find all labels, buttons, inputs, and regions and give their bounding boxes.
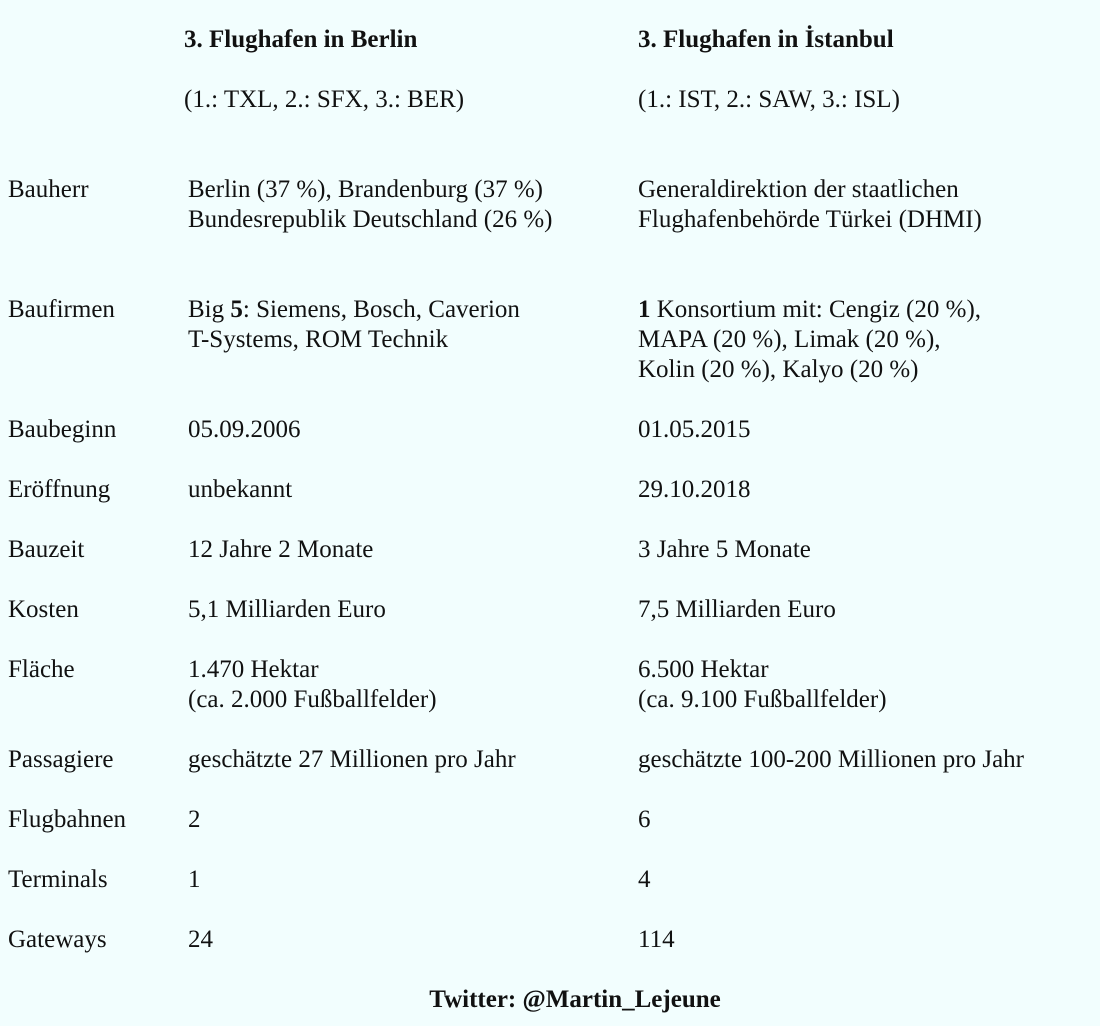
cell-line: Generaldirektion der staatlichen [638, 176, 959, 203]
berlin-cell: 24 [188, 926, 213, 953]
istanbul-cell: 3 Jahre 5 Monate [638, 536, 811, 563]
istanbul-cell: 29.10.2018 [638, 476, 751, 503]
row-label: Flugbahnen [8, 806, 127, 833]
cell-line: Kolin (20 %), Kalyo (20 %) [638, 356, 919, 383]
row-label: Passagiere [8, 746, 114, 773]
berlin-cell [188, 655, 628, 715]
cell-line: T-Systems, ROM Technik [188, 326, 449, 353]
row-label: Bauzeit [8, 536, 85, 563]
cell-line: Flughafenbehörde Türkei (DHMI) [638, 206, 982, 233]
berlin-cell: 2 [188, 806, 201, 833]
cell-line [188, 295, 628, 325]
cell-line: (ca. 9.100 Fußballfelder) [638, 686, 887, 713]
row-label: Fläche [8, 656, 75, 683]
cell-line: MAPA (20 %), Limak (20 %), [638, 326, 941, 353]
berlin-cell [188, 175, 628, 235]
row-label: Gateways [8, 926, 107, 953]
istanbul-cell: 6 [638, 806, 651, 833]
col-b-subtitle: (1.: IST, 2.: SAW, 3.: ISL) [638, 86, 900, 113]
istanbul-cell [638, 175, 1098, 235]
berlin-cell: unbekannt [188, 476, 293, 503]
row-label: Bauherr [8, 176, 89, 203]
emphasis-number: 1 [638, 296, 651, 323]
row-label: Baufirmen [8, 296, 115, 323]
berlin-cell: 05.09.2006 [188, 416, 301, 443]
cell-text: Big [188, 296, 231, 323]
row-label: Terminals [8, 866, 108, 893]
cell-line: Berlin (37 %), Brandenburg (37 %) [188, 176, 544, 203]
istanbul-cell [638, 655, 1098, 715]
istanbul-cell [638, 295, 1098, 385]
cell-line: 6.500 Hektar [638, 656, 769, 683]
col-a-title: 3. Flughafen in Berlin [184, 26, 418, 53]
berlin-cell: geschätzte 27 Millionen pro Jahr [188, 746, 516, 773]
istanbul-cell: geschätzte 100-200 Millionen pro Jahr [638, 746, 1025, 773]
cell-line [638, 295, 1098, 325]
emphasis-number: 5 [230, 296, 243, 323]
row-label: Kosten [8, 596, 79, 623]
berlin-cell: 1 [188, 866, 201, 893]
istanbul-cell: 01.05.2015 [638, 416, 751, 443]
cell-line: (ca. 2.000 Fußballfelder) [188, 686, 437, 713]
istanbul-cell: 4 [638, 866, 651, 893]
col-b-title: 3. Flughafen in İstanbul [638, 26, 894, 53]
berlin-cell: 12 Jahre 2 Monate [188, 536, 374, 563]
istanbul-cell: 114 [638, 926, 675, 953]
berlin-cell [188, 295, 628, 355]
cell-line: Bundesrepublik Deutschland (26 %) [188, 206, 553, 233]
cell-text: Konsortium mit: Cengiz (20 %), [650, 296, 982, 323]
berlin-cell: 5,1 Milliarden Euro [188, 596, 386, 623]
cell-text: : Siemens, Bosch, Caverion [242, 296, 520, 323]
cell-line: 1.470 Hektar [188, 656, 319, 683]
row-label: Eröffnung [8, 476, 111, 503]
istanbul-cell: 7,5 Milliarden Euro [638, 596, 836, 623]
twitter-credit: Twitter: @Martin_Lejeune [429, 986, 721, 1013]
col-a-subtitle: (1.: TXL, 2.: SFX, 3.: BER) [184, 86, 465, 113]
row-label: Baubeginn [8, 416, 117, 443]
